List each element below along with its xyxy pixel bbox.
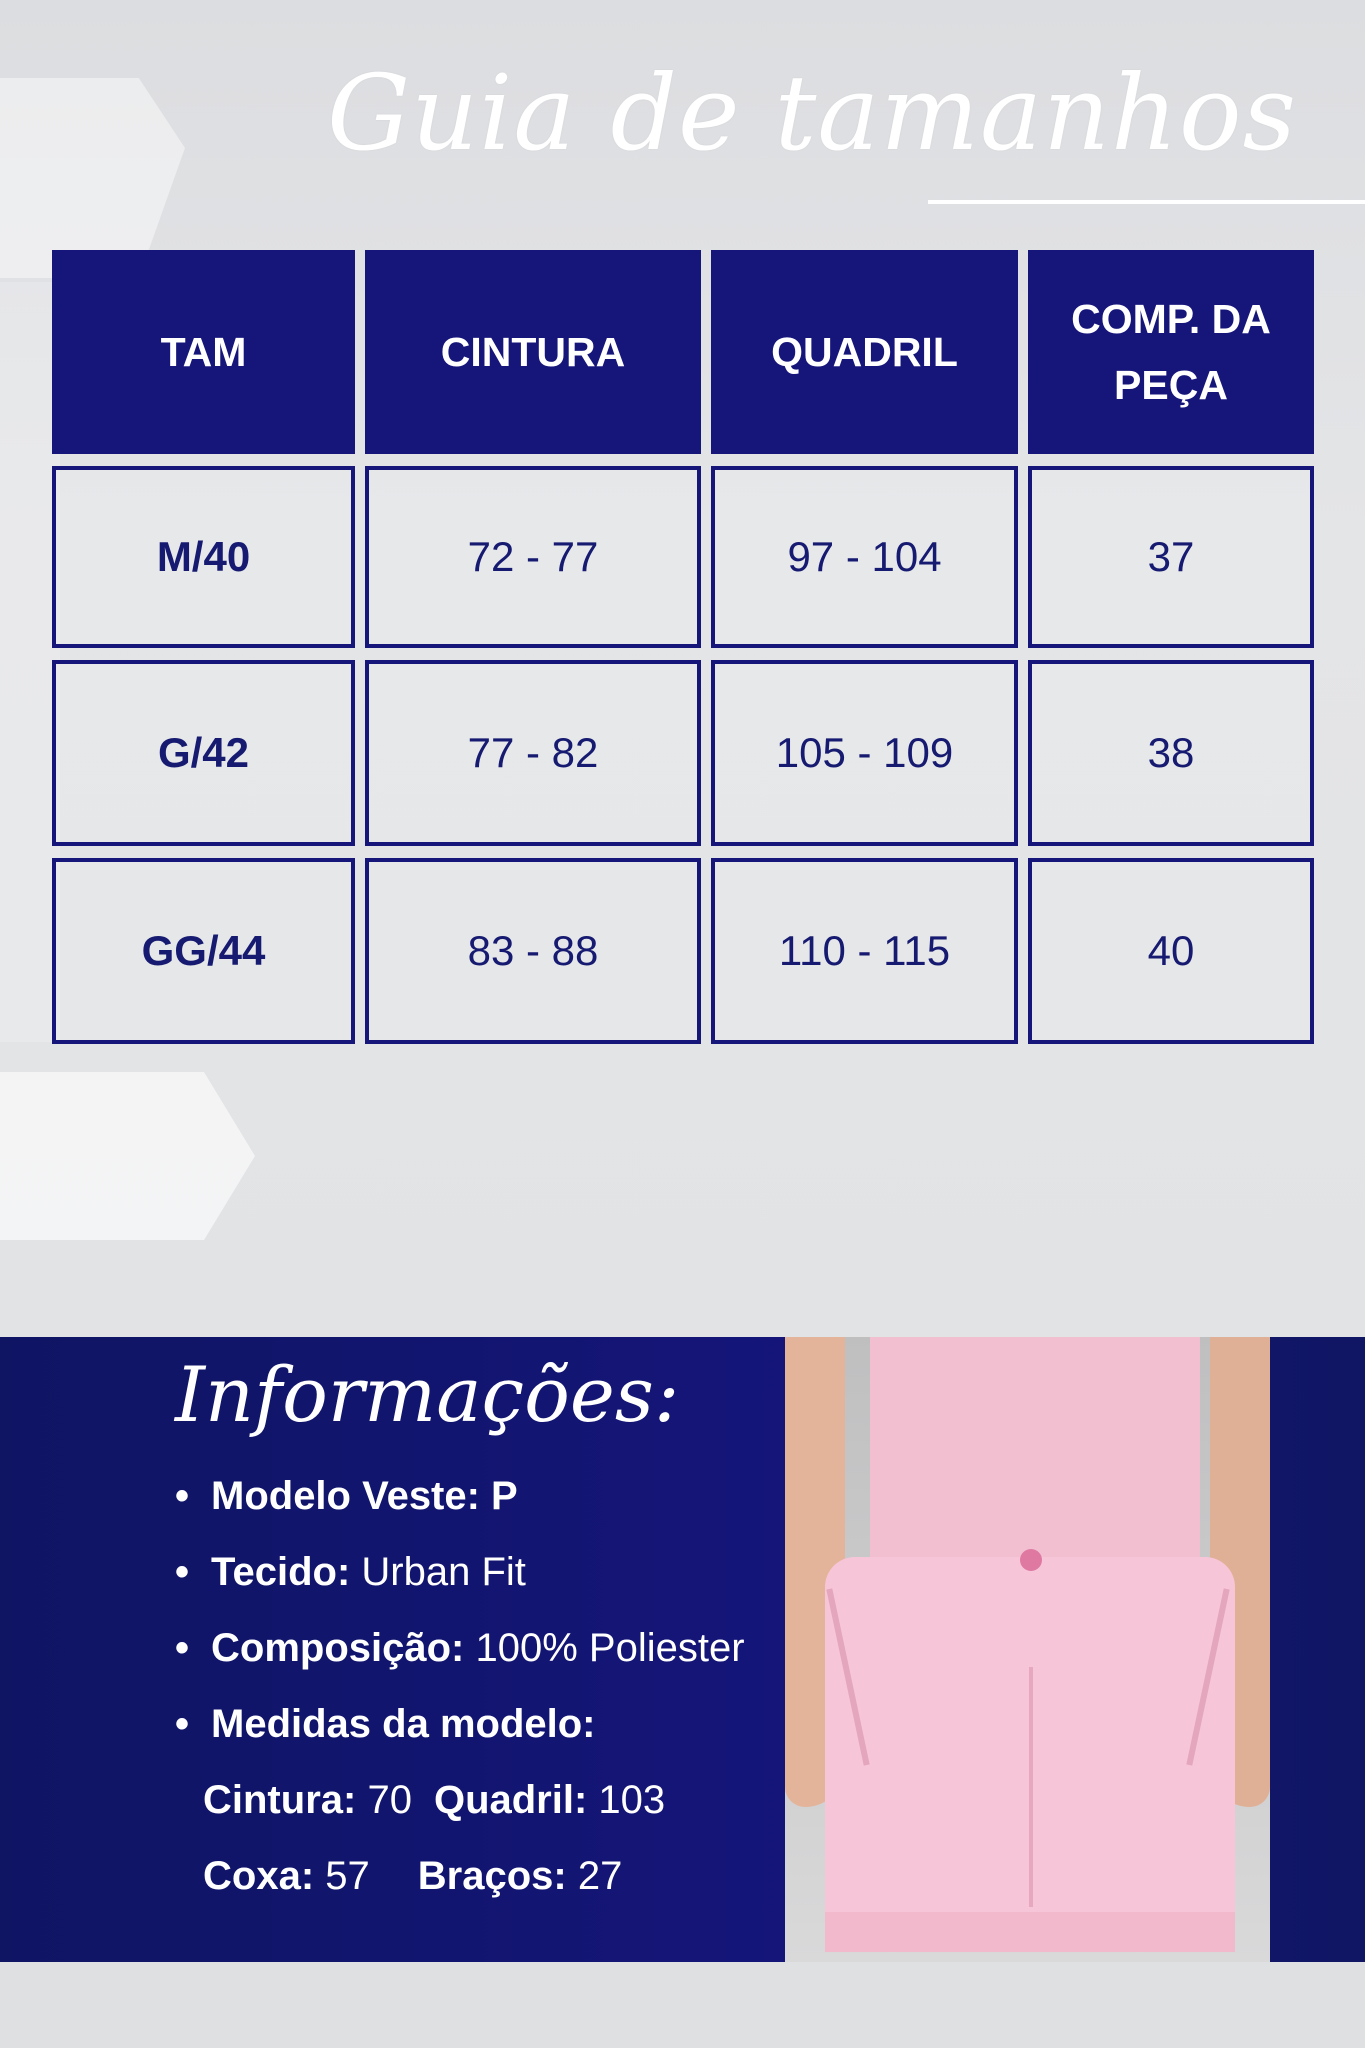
cintura-label: Cintura: bbox=[203, 1778, 357, 1822]
decorative-shape bbox=[0, 78, 185, 278]
quadril-label: Quadril: bbox=[433, 1778, 588, 1822]
tecido-value: Urban Fit bbox=[361, 1550, 526, 1594]
bullet: • bbox=[175, 1702, 190, 1746]
shorts-seam bbox=[1029, 1667, 1033, 1907]
header-tam: TAM bbox=[52, 250, 355, 454]
info-medidas bbox=[175, 1702, 596, 1747]
table-cell-size: M/40 bbox=[52, 466, 355, 648]
info-tecido bbox=[175, 1550, 526, 1595]
cintura-value: 70 bbox=[367, 1778, 412, 1822]
table-cell-comp: 38 bbox=[1028, 660, 1314, 846]
bracos-value: 27 bbox=[577, 1854, 623, 1898]
modelo-label: Modelo Veste: P bbox=[211, 1474, 518, 1518]
shorts-button bbox=[1020, 1549, 1042, 1571]
table-cell-quadril: 110 - 115 bbox=[711, 858, 1018, 1044]
header-comp-da-peca: COMP. DA PEÇA bbox=[1028, 250, 1314, 454]
coxa-label: Coxa: bbox=[203, 1854, 315, 1898]
info-cintura-quadril bbox=[203, 1778, 665, 1823]
table-cell-cintura: 72 - 77 bbox=[365, 466, 701, 648]
coxa-value: 57 bbox=[325, 1854, 370, 1898]
decorative-shape bbox=[0, 1072, 255, 1240]
medidas-label: Medidas da modelo: bbox=[211, 1702, 596, 1746]
header-quadril: QUADRIL bbox=[711, 250, 1018, 454]
table-cell-size: G/42 bbox=[52, 660, 355, 846]
bullet: • bbox=[175, 1474, 190, 1518]
bracos-label: Braços: bbox=[417, 1854, 567, 1898]
decorative-shape bbox=[0, 282, 60, 1042]
shorts-hem bbox=[825, 1912, 1235, 1952]
info-title: Informações: bbox=[175, 1350, 680, 1439]
table-cell-size: GG/44 bbox=[52, 858, 355, 1044]
composicao-value: 100% Poliester bbox=[475, 1626, 745, 1670]
table-cell-cintura: 77 - 82 bbox=[365, 660, 701, 846]
table-cell-comp: 40 bbox=[1028, 858, 1314, 1044]
footer-strip bbox=[0, 1962, 1365, 2048]
tecido-label: Tecido: bbox=[211, 1550, 351, 1594]
header-cintura: CINTURA bbox=[365, 250, 701, 454]
table-cell-cintura: 83 - 88 bbox=[365, 858, 701, 1044]
quadril-value: 103 bbox=[598, 1778, 666, 1822]
info-coxa-bracos bbox=[203, 1854, 622, 1899]
info-modelo bbox=[175, 1474, 518, 1519]
table-cell-quadril: 105 - 109 bbox=[711, 660, 1018, 846]
table-cell-comp: 37 bbox=[1028, 466, 1314, 648]
page-title: Guia de tamanhos bbox=[327, 52, 1297, 174]
bullet: • bbox=[175, 1550, 190, 1594]
title-underline bbox=[928, 200, 1365, 204]
composicao-label: Composição: bbox=[211, 1626, 465, 1670]
bullet: • bbox=[175, 1626, 190, 1670]
info-composicao bbox=[175, 1626, 745, 1671]
model-photo bbox=[785, 1337, 1270, 1962]
table-cell-quadril: 97 - 104 bbox=[711, 466, 1018, 648]
